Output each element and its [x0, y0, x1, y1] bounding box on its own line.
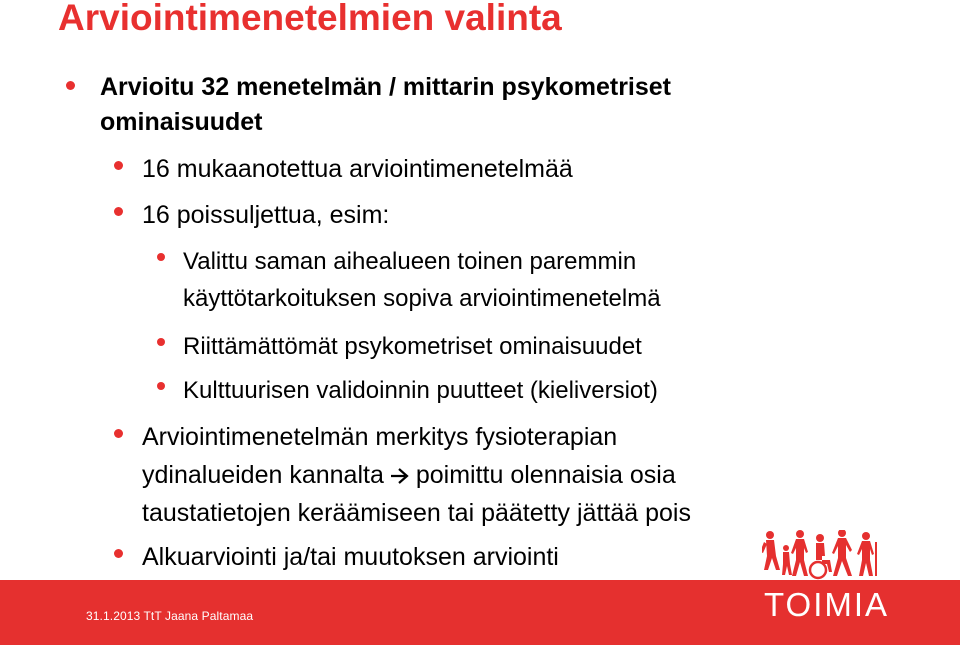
- bullet-dot-icon: [114, 207, 123, 216]
- bullet-text: taustatietojen keräämiseen tai päätetty jättää pois: [142, 499, 691, 527]
- bullet-dot-icon: [157, 253, 165, 261]
- bullet-item: [142, 196, 389, 234]
- bullet-dot-icon: [157, 338, 165, 346]
- bullet-text: ominaisuudet: [100, 108, 263, 136]
- sub-bullet-item: [183, 328, 642, 365]
- bullet-dot-icon: [114, 549, 123, 558]
- bullet-text: Kulttuurisen validoinnin puutteet (kieliversiot): [183, 377, 658, 404]
- bullet-text: Arvioitu 32 menetelmän / mittarin psykometriset: [100, 73, 672, 101]
- right-arrow-icon: [390, 467, 410, 485]
- sub-bullet-item: [183, 243, 661, 317]
- bullet-dot-icon: [157, 382, 165, 390]
- bullet-text: Riittämättömät psykometriset ominaisuudet: [183, 333, 642, 360]
- bullet-item: [142, 150, 573, 188]
- people-figures-icon: [762, 530, 886, 586]
- footer-date-author: 31.1.2013 TtT Jaana Paltamaa: [86, 609, 254, 623]
- bullet-text: 16 mukaanotettua arviointimenetelmää: [142, 155, 573, 183]
- bullet-text: käyttötarkoituksen sopiva arviointimenetelmä: [183, 285, 661, 312]
- sub-bullet-item: [183, 372, 658, 409]
- bullet-text: Arviointimenetelmän merkitys fysioterapian: [142, 423, 618, 451]
- bullet-text: Valittu saman aihealueen toinen paremmin: [183, 248, 637, 275]
- toimia-logo: TOIMIA: [764, 586, 890, 623]
- bullet-text-with-arrow: [142, 456, 691, 494]
- bullet-text: Alkuarviointi ja/tai muutoksen arviointi: [142, 543, 559, 571]
- bullet-text: ydinalueiden kannalta: [142, 461, 384, 489]
- bullet-dot-icon: [114, 161, 123, 170]
- bullet-text: poimittu olennaisia osia: [415, 461, 676, 489]
- bullet-item: [142, 538, 559, 576]
- bullet-dot-icon: [114, 429, 123, 438]
- bullet-text: 16 poissuljettua, esim:: [142, 201, 390, 229]
- bullet-dot-icon: [66, 81, 75, 90]
- bullet-item: [142, 418, 691, 532]
- bullet-item: [100, 70, 671, 140]
- slide-title: Arviointimenetelmien valinta: [58, 0, 562, 38]
